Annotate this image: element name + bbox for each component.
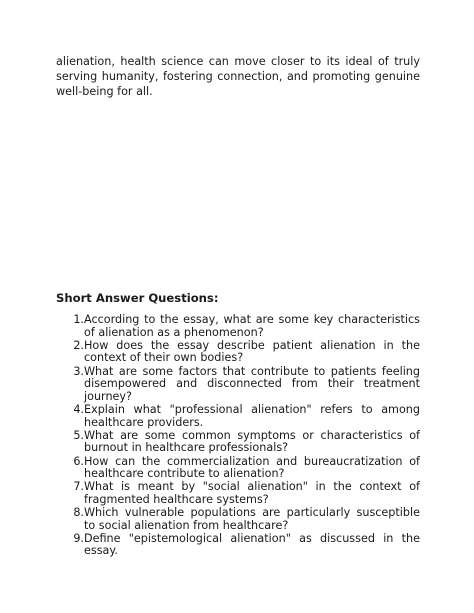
question-number: 3. (73, 364, 84, 378)
question-number: 5. (73, 428, 84, 442)
question-number: 7. (73, 480, 84, 494)
question-text: Explain what "professional alienation" refers to among healthcare providers. (84, 402, 420, 429)
list-item (56, 533, 420, 558)
list-item (56, 481, 420, 506)
question-number: 9. (73, 531, 84, 545)
intro-paragraph: alienation, health science can move closer to its ideal of truly serving humanity, fostering connection, and promoting genuine well-being for all. (56, 55, 420, 98)
question-number: 6. (73, 454, 84, 468)
question-number: 4. (73, 402, 84, 416)
question-text: How can the commercialization and bureaucratization of healthcare contribute to alienation? (84, 454, 420, 481)
section-heading: Short Answer Questions: (56, 291, 219, 305)
list-item (56, 340, 420, 365)
question-text: Which vulnerable populations are particularly susceptible to social alienation from healthcare? (84, 506, 420, 532)
question-number: 1. (73, 313, 84, 326)
question-text: How does the essay describe patient alienation in the context of their own bodies? (84, 338, 420, 365)
list-item (56, 456, 420, 481)
list-item (56, 314, 420, 339)
question-text: What are some factors that contribute to patients feeling disempowered and disconnected from their treatment journey? (84, 364, 420, 403)
question-text: What are some common symptoms or characteristics of burnout in healthcare professionals? (84, 428, 420, 455)
question-number: 2. (73, 338, 84, 352)
list-item (56, 404, 420, 429)
list-item (56, 430, 420, 455)
question-number: 8. (73, 506, 84, 520)
question-text: According to the essay, what are some key characteristics of alienation as a phenomenon? (84, 313, 420, 339)
list-item (56, 366, 420, 404)
question-text: Define "epistemological alienation" as discussed in the essay. (84, 531, 420, 558)
question-list (56, 314, 420, 559)
list-item (56, 507, 420, 532)
question-text: What is meant by "social alienation" in the context of fragmented healthcare systems? (84, 480, 420, 506)
